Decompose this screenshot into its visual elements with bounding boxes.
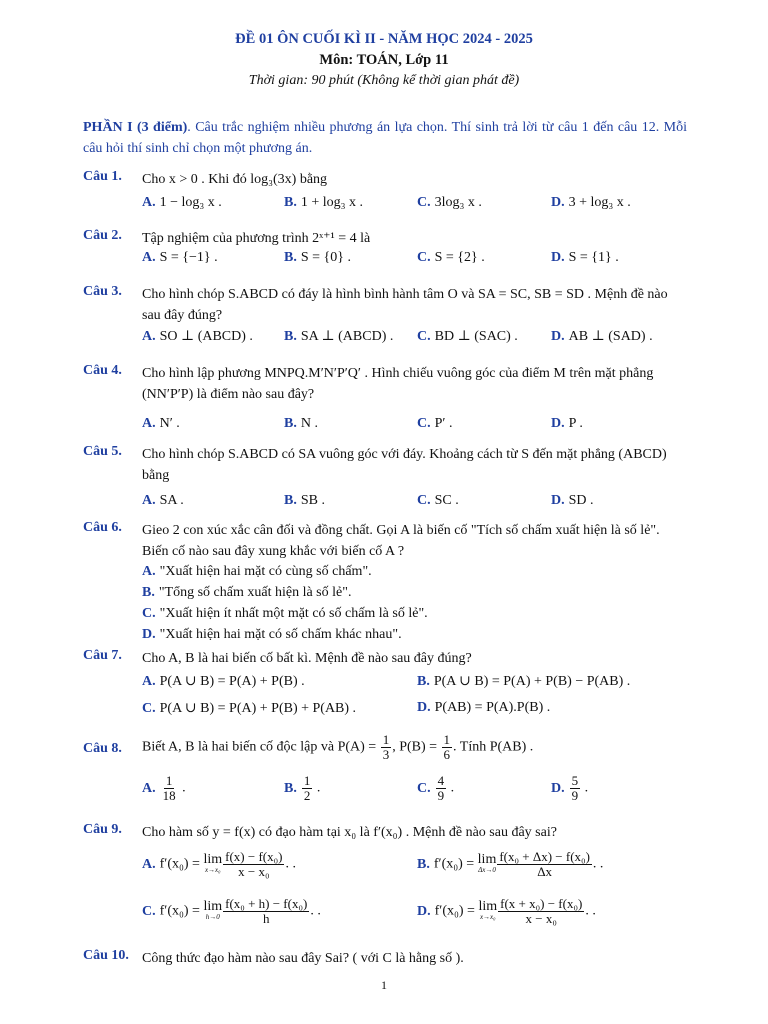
option-value: N′ . [159,416,180,431]
option-key: A. [142,329,156,344]
part-heading: PHẦN I (3 điểm) [83,120,188,135]
fraction [497,850,592,879]
option-key: A. [142,780,156,796]
option-key: C. [417,250,431,265]
option-lhs: f′(x₀) = [159,903,200,919]
option-value: 1 + log₃ x . [300,195,364,210]
option-value: 1 − log₃ x . [159,195,222,210]
option-key: A. [142,856,156,872]
option-value: AB ⊥ (SAD) . [568,329,653,344]
option-value: "Xuất hiện hai mặt có số chấm khác nhau". [159,627,402,642]
question-7-option-d [417,700,550,716]
option-key: C. [142,606,156,621]
fraction-denominator: 18 [162,788,176,803]
option-key: A. [142,416,156,431]
limit-operator [477,851,497,876]
fraction-denominator: 3 [382,747,390,762]
option-key: B. [284,250,297,265]
question-4-option-b [284,416,318,432]
question-8-option-b: B. $\frac{1}{2}$ . [284,773,321,803]
fraction-numerator: f(x + x₀) − f(x₀) [500,896,583,911]
option-value: SO ⊥ (ABCD) . [159,329,253,344]
question-3-text: Cho hình chóp S.ABCD có đáy là hình bình hành tâm O và SA = SC, SB = SD . Mệnh đề nào sau đây đúng? [142,287,668,323]
exam-title: ĐỀ 01 ÔN CUỐI KÌ II - NĂM HỌC 2024 - 2025 [235,31,533,47]
question-5-option-a [142,493,184,509]
question-6-text: Gieo 2 con xúc xắc cân đối và đồng chất. Gọi A là biến cố "Tích số chấm xuất hiện là số lẻ". Biến cố nào sau đây xung khắc với biến cố A ? [142,523,660,559]
option-value: P′ . [434,416,453,431]
fraction-denominator: 9 [571,788,579,803]
option-key: B. [284,493,297,508]
option-value: S = {−1} . [159,250,218,265]
question-3-option-c [417,328,518,345]
option-key: C. [417,329,431,344]
option-value: 3log₃ x . [434,195,482,210]
option-lhs: f′(x₀) = [434,903,475,919]
question-9-option-c [142,897,321,926]
question-4-option-a [142,416,180,432]
question-8-text-part2: , P(B) = [392,739,438,755]
limit-label: lim [478,898,498,914]
option-key: D. [551,416,565,431]
option-key: B. [284,329,297,344]
option-value: BD ⊥ (SAC) . [434,329,518,344]
option-key: A. [142,564,156,579]
question-6-label: Câu 6. [83,520,122,535]
option-key: B. [284,416,297,431]
exam-subject: Môn: TOÁN, Lớp 11 [319,52,449,68]
question-6-option-a [142,564,372,580]
limit-subscript: h→0 [205,912,220,921]
question-10-label: Câu 10. [83,948,129,963]
question-2-option-d [551,250,619,266]
fraction-numerator: 4 [437,773,445,788]
option-key: A. [142,493,156,508]
question-5-text: Cho hình chóp S.ABCD có SA vuông góc với đáy. Khoảng cách từ S đến mặt phẳng (ABCD) bằng [142,447,667,483]
question-8-text [142,733,687,762]
question-2-text: Tập nghiệm của phương trình 2ˣ⁺¹ = 4 là [142,231,371,246]
option-key: B. [284,195,297,210]
option-key: B. [417,674,430,689]
question-9-option-b [417,850,603,879]
option-value: S = {1} . [568,250,619,265]
question-7-text: Cho A, B là hai biến cố bất kì. Mệnh đề nào sau đây đúng? [142,651,472,666]
option-value: P(A ∪ B) = P(A) + P(B) . [159,674,305,689]
option-tail: . . [592,856,604,872]
limit-label: lim [203,898,223,914]
question-2-option-c [417,250,485,266]
option-value: SB . [300,493,325,508]
option-value: "Xuất hiện hai mặt có cùng số chấm". [159,564,372,579]
limit-operator [478,898,498,923]
option-key: D. [551,250,565,265]
option-value: SD . [568,493,594,508]
option-key: B. [142,585,155,600]
option-value: N . [300,416,318,431]
question-9-text: Cho hàm số y = f(x) có đạo hàm tại x₀ là f′(x₀) . Mệnh đề nào sau đây sai? [142,825,557,840]
question-8-text-part1: Biết A, B là hai biến cố độc lập và P(A) = [142,739,377,755]
option-value: SC . [434,493,459,508]
question-8-option-d: D. $\frac{5}{9}$ . [551,773,589,803]
option-key: D. [551,329,565,344]
question-1-option-c [417,195,482,211]
fraction [302,774,313,803]
limit-operator [203,851,223,876]
option-value: "Tổng số chấm xuất hiện là số lẻ". [158,585,352,600]
question-4-label: Câu 4. [83,363,122,378]
question-3-option-a [142,328,253,345]
question-1-option-b [284,195,363,211]
option-key: B. [417,856,430,872]
question-2-option-a [142,250,218,266]
question-9-label: Câu 9. [83,822,122,837]
option-tail: . . [285,856,296,872]
limit-subscript: x→x₀ [204,865,221,874]
question-6-option-b [142,585,351,601]
question-7-label: Câu 7. [83,648,122,663]
option-key: D. [551,195,565,210]
question-4-option-d [551,416,583,432]
option-key: D. [551,493,565,508]
option-key: D. [142,627,156,642]
question-7-option-a [142,673,305,690]
question-4-text: Cho hình lập phương MNPQ.M′N′P′Q′ . Hình chiếu vuông góc của điểm M trên mặt phẳng (NN′P′P) là điểm nào sau đây? [142,366,654,402]
option-key: C. [417,195,431,210]
limit-subscript: Δx→0 [478,865,496,874]
question-8-option-c: C. $\frac{4}{9}$ . [417,773,455,803]
question-5-option-d [551,493,594,509]
question-5-option-c [417,493,459,509]
question-7-option-c [142,700,356,717]
question-6-option-c [142,606,428,622]
question-3-option-b [284,328,393,345]
option-value: "Xuất hiện ít nhất một mặt có số chấm là số lẻ". [159,606,428,621]
limit-label: lim [203,851,223,867]
question-4-option-c [417,416,452,432]
fraction-p-b [442,733,453,762]
option-value: P(AB) = P(A).P(B) . [434,700,551,715]
question-7-option-b [417,673,630,690]
fraction-denominator: x − x₀ [525,911,557,926]
option-key: C. [417,416,431,431]
fraction-numerator: 5 [571,773,579,788]
limit-label: lim [477,851,497,867]
option-key: D. [417,700,431,715]
question-3-option-d [551,328,653,345]
fraction [570,774,581,803]
fraction-denominator: 6 [443,747,451,762]
question-5-label: Câu 5. [83,444,122,459]
fraction-numerator: 1 [303,773,311,788]
part-instructions: . Câu trắc nghiệm nhiều phương án lựa chọn. Thí sinh trả lời từ câu 1 đến câu 12. Mỗi câu hỏi thí sinh chỉ chọn một phương án. [83,120,687,156]
option-value: SA . [159,493,184,508]
limit-operator [203,898,223,923]
fraction [223,897,309,926]
fraction [436,774,447,803]
fraction-denominator: x − x₀ [238,864,270,879]
option-value: P . [568,416,583,431]
question-1-text: Cho x > 0 . Khi đó log₃(3x) bằng [142,172,328,187]
option-key: C. [417,493,431,508]
question-8-label: Câu 8. [83,741,122,756]
option-key: A. [142,195,156,210]
question-1-label: Câu 1. [83,169,122,184]
fraction [498,897,584,926]
option-key: A. [142,250,156,265]
question-1-option-a [142,195,222,211]
question-8-option-a: A. $\frac{1}{18}$ . [142,773,186,803]
fraction-numerator: 1 [443,732,451,747]
option-value: S = {2} . [434,250,485,265]
option-key: B. [284,780,297,796]
question-2-option-b [284,250,351,266]
limit-subscript: x→x₀ [479,912,496,921]
fraction-denominator: 9 [437,788,445,803]
option-key: C. [417,780,431,796]
fraction-numerator: 1 [382,732,390,747]
exam-time: Thời gian: 90 phút (Không kể thời gian phát đề) [248,73,520,88]
question-10-text: Công thức đạo hàm nào sau đây Sai? ( với C là hằng số ). [142,951,464,966]
option-key: D. [417,903,431,919]
fraction-p-a [381,733,392,762]
fraction-denominator: h [262,911,270,926]
part-intro [83,117,687,159]
option-key: C. [142,701,156,716]
fraction [223,850,284,879]
question-6-option-d [142,627,402,643]
option-key: D. [551,780,565,796]
question-1-option-d [551,195,631,211]
fraction-numerator: f(x₀ + Δx) − f(x₀) [499,849,590,864]
question-5-option-b [284,493,325,509]
fraction-numerator: f(x) − f(x₀) [225,849,283,864]
fraction-numerator: f(x₀ + h) − f(x₀) [225,896,308,911]
question-9-option-d [417,897,596,926]
option-value: SA ⊥ (ABCD) . [300,329,394,344]
option-tail: . . [310,903,321,919]
option-lhs: f′(x₀) = [433,856,475,872]
question-3-label: Câu 3. [83,284,122,299]
fraction-denominator: Δx [537,864,553,879]
question-8-text-part3: . Tính P(AB) . [453,739,534,755]
option-value: P(A ∪ B) = P(A) + P(B) + P(AB) . [159,701,357,716]
option-tail: . . [585,903,596,919]
fraction [161,774,178,803]
question-2-label: Câu 2. [83,228,122,243]
page-number: 1 [381,978,387,992]
fraction-denominator: 2 [303,788,311,803]
option-lhs: f′(x₀) = [159,856,200,872]
option-key: C. [142,903,156,919]
option-value: S = {0} . [300,250,351,265]
fraction-numerator: 1 [165,773,173,788]
option-value: P(A ∪ B) = P(A) + P(B) − P(AB) . [433,674,631,689]
option-key: A. [142,674,156,689]
question-9-option-a [142,850,296,879]
option-value: 3 + log₃ x . [568,195,631,210]
